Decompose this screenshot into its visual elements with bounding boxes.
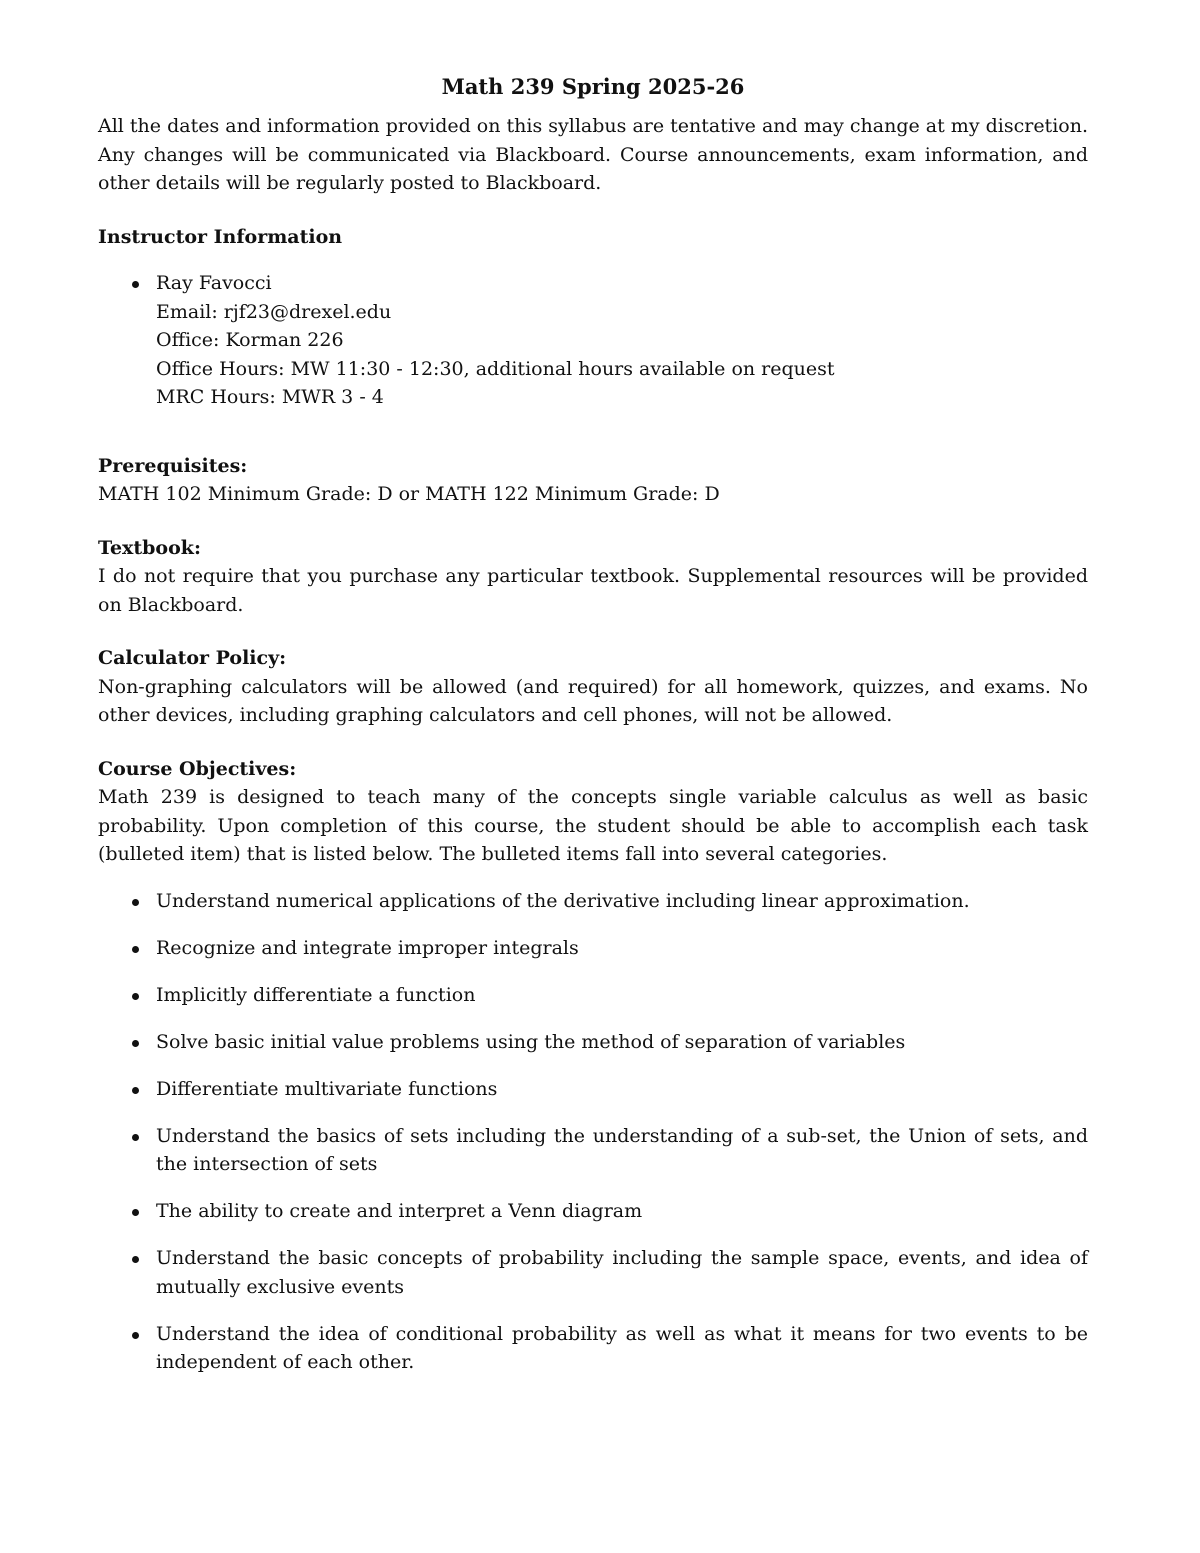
instructor-item: [98, 269, 1088, 412]
list-item: [98, 1075, 1088, 1104]
objectives-section: [98, 755, 1088, 1377]
objectives-heading: Course Objectives:: [98, 757, 297, 780]
list-item: [98, 981, 1088, 1010]
prerequisites-heading: Prerequisites:: [98, 454, 248, 477]
list-item: [98, 1320, 1088, 1377]
instructor-name: Ray Favocci: [156, 272, 272, 294]
objective-text: Recognize and integrate improper integrals: [156, 936, 579, 959]
bullet-icon: [132, 1209, 139, 1216]
intro-paragraph: All the dates and information provided on this syllabus are tentative and may change at my discretion. Any changes will be communicated via Blackboard. Course announcements, exam information, and other details will be regularly posted to Blackboard.: [98, 115, 1088, 194]
instructor-list: [98, 269, 1088, 412]
list-item: [98, 1244, 1088, 1301]
objective-text: Solve basic initial value problems using the method of separation of variables: [156, 1030, 906, 1053]
calculator-heading: Calculator Policy:: [98, 647, 287, 669]
objectives-list: [98, 887, 1088, 1377]
objective-text: Implicitly differentiate a function: [156, 983, 476, 1006]
syllabus-page: [98, 72, 1088, 1395]
list-item: [98, 1122, 1088, 1179]
objective-text: Understand the basics of sets including the understanding of a sub-set, the Union of sets, and the intersection of sets: [156, 1124, 1088, 1175]
page-title: Math 239 Spring 2025-26: [441, 74, 745, 99]
instructor-mrc-hours: MRC Hours: MWR 3 - 4: [156, 386, 384, 408]
objective-text: Understand the idea of conditional probability as well as what it means for two events to be independent of each other.: [156, 1322, 1088, 1373]
objectives-body: Math 239 is designed to teach many of the concepts single variable calculus as well as basic probability. Upon completion of this course, the student should be able to accomplish each task (bulleted item) that is listed below. The bulleted items fall into several categories.: [98, 786, 1088, 865]
objective-text: Understand numerical applications of the derivative including linear approximation.: [156, 889, 970, 912]
list-item: [98, 1028, 1088, 1057]
bullet-icon: [132, 1256, 139, 1263]
bullet-icon: [132, 1332, 139, 1339]
bullet-icon: [132, 281, 139, 288]
prerequisites-body: MATH 102 Minimum Grade: D or MATH 122 Minimum Grade: D: [98, 483, 720, 505]
list-item: [98, 887, 1088, 916]
instructor-email: Email: rjf23@drexel.edu: [156, 300, 392, 323]
textbook-section: [98, 534, 1088, 620]
bullet-icon: [132, 993, 139, 1000]
bullet-icon: [132, 899, 139, 906]
textbook-heading: Textbook:: [98, 536, 201, 559]
objective-text: The ability to create and interpret a Venn diagram: [156, 1200, 643, 1222]
textbook-body: I do not require that you purchase any particular textbook. Supplemental resources will be provided on Blackboard.: [98, 565, 1088, 616]
instructor-section: [98, 223, 1088, 412]
objective-text: Understand the basic concepts of probability including the sample space, events, and idea of mutually exclusive events: [156, 1247, 1088, 1298]
instructor-heading: Instructor Information: [98, 225, 343, 248]
instructor-office: Office: Korman 226: [156, 329, 344, 351]
bullet-icon: [132, 1087, 139, 1094]
bullet-icon: [132, 946, 139, 953]
calculator-section: [98, 644, 1088, 730]
list-item: [98, 1197, 1088, 1226]
bullet-icon: [132, 1040, 139, 1047]
instructor-office-hours: Office Hours: MW 11:30 - 12:30, additional hours available on request: [156, 357, 835, 380]
bullet-icon: [132, 1134, 139, 1141]
list-item: [98, 934, 1088, 963]
objective-text: Differentiate multivariate functions: [156, 1077, 498, 1100]
prerequisites-section: [98, 452, 1088, 509]
calculator-body: Non-graphing calculators will be allowed (and required) for all homework, quizzes, and exams. No other devices, including graphing calculators and cell phones, will not be allowed.: [98, 675, 1088, 726]
